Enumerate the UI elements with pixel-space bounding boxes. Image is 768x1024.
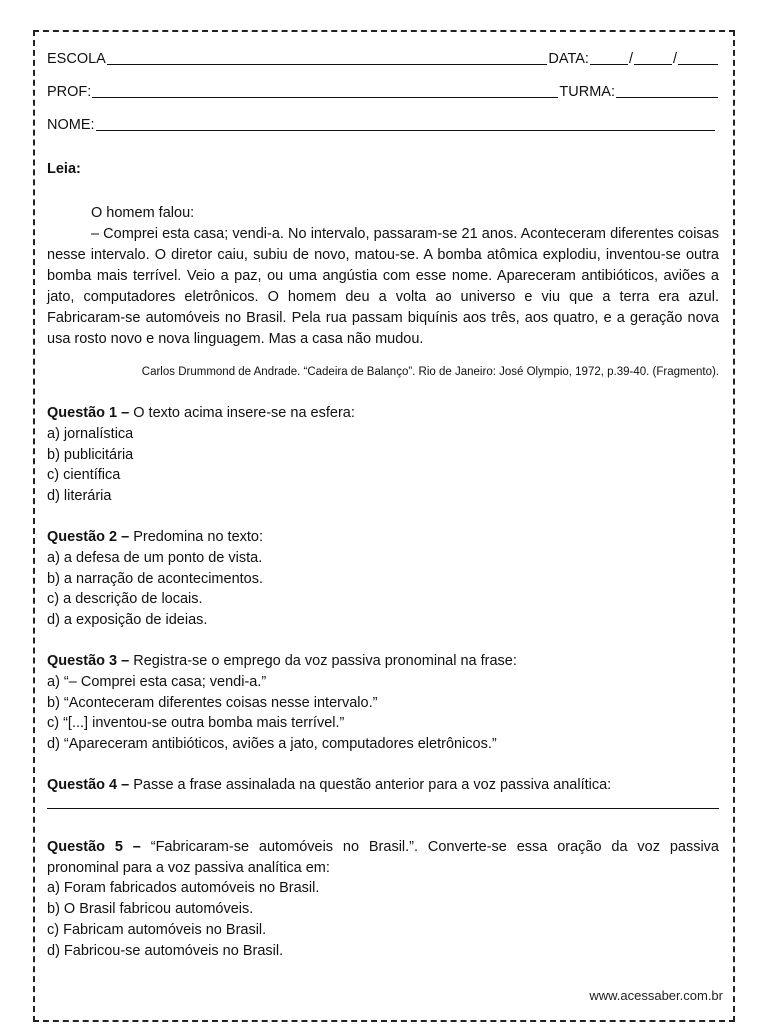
question-2-label: Questão 2 – <box>47 528 130 545</box>
question-2-option-b[interactable]: b) a narração de acontecimentos. <box>47 570 264 587</box>
header-nome-row <box>47 106 719 139</box>
question-3-text: Registra-se o emprego da voz passiva pronominal na frase: <box>129 652 517 669</box>
question-2-option-c[interactable]: c) a descrição de locais. <box>47 591 203 608</box>
question-1-label: Questão 1 – <box>47 405 130 421</box>
question-2-option-d[interactable]: d) a exposição de ideias. <box>47 612 208 629</box>
date-slash-1: / <box>628 51 633 67</box>
date-day-field[interactable] <box>590 64 628 65</box>
question-5-text: “Fabricaram-se automóveis no Brasil.”. Converte-se essa oração da voz passiva pronominal para a voz passiva analítica em: <box>47 838 719 876</box>
reading-body: – Comprei esta casa; vendi-a. No intervalo, passaram-se 21 anos. Aconteceram diferentes coisas nesse intervalo. O diretor caiu, subiu de novo, matou-se. A bomba atômica explodiu, inventou-se outra bomba mais terrível. Veio a paz, ou uma angústia com esse nome. Apareceram antibióticos, aviões a jato, computadores eletrônicos. O homem deu a volta ao universo e viu que a terra era azul. Fabricaram-se automóveis no Brasil. Pela rua passam biquínis aos três, aos quatro, e a geração nova usa rosto novo e nova linguagem. Mas a casa não mudou. <box>47 226 719 347</box>
question-3-option-c[interactable]: c) “[...] inventou-se outra bomba mais terrível.” <box>47 715 345 732</box>
worksheet <box>47 40 719 982</box>
header-escola-row <box>47 40 719 73</box>
question-4-text: Passe a frase assinalada na questão anterior para a voz passiva analítica: <box>129 776 612 793</box>
turma-label: TURMA: <box>559 84 615 100</box>
footer-site-link[interactable]: www.acessaber.com.br <box>589 988 723 1003</box>
date-month-field[interactable] <box>634 64 672 65</box>
question-1 <box>47 403 719 507</box>
date-year-field[interactable] <box>678 64 718 65</box>
escola-label: ESCOLA <box>47 51 106 67</box>
question-2-text: Predomina no texto: <box>129 528 264 545</box>
prof-field[interactable] <box>92 97 558 98</box>
question-3-option-b[interactable]: b) “Aconteceram diferentes coisas nesse intervalo.” <box>47 694 378 711</box>
question-4-label: Questão 4 – <box>47 776 130 793</box>
header-prof-row <box>47 73 719 106</box>
question-5-label: Questão 5 – <box>47 838 141 855</box>
question-2-option-a[interactable]: a) a defesa de um ponto de vista. <box>47 549 263 566</box>
question-5-option-b[interactable]: b) O Brasil fabricou automóveis. <box>47 901 254 918</box>
question-3 <box>47 651 719 755</box>
question-1-option-b[interactable]: b) publicitária <box>47 446 134 463</box>
question-4-answer-line[interactable] <box>47 796 719 809</box>
question-1-text: O texto acima insere-se na esfera: <box>129 405 355 421</box>
question-3-option-d[interactable]: d) “Apareceram antibióticos, aviões a jato, computadores eletrônicos.” <box>47 736 497 753</box>
reading-reference: Carlos Drummond de Andrade. “Cadeira de Balanço”. Rio de Janeiro: José Olympio, 1972, p.39-40. (Fragmento). <box>141 366 719 378</box>
question-5-option-d[interactable]: d) Fabricou-se automóveis no Brasil. <box>47 942 284 959</box>
nome-label: NOME: <box>47 117 95 133</box>
prof-label: PROF: <box>47 84 92 100</box>
question-3-option-a[interactable]: a) “– Comprei esta casa; vendi-a.” <box>47 673 267 690</box>
turma-field[interactable] <box>616 97 718 98</box>
reading-intro: O homem falou: <box>91 205 195 221</box>
question-5-option-a[interactable]: a) Foram fabricados automóveis no Brasil. <box>47 880 320 897</box>
date-slash-2: / <box>672 51 677 67</box>
question-1-option-d[interactable]: d) literária <box>47 488 112 505</box>
question-5-option-c[interactable]: c) Fabricam automóveis no Brasil. <box>47 921 267 938</box>
question-1-option-a[interactable]: a) jornalística <box>47 425 134 442</box>
nome-field[interactable] <box>96 130 715 131</box>
question-3-label: Questão 3 – <box>47 652 130 669</box>
escola-field[interactable] <box>107 64 548 65</box>
question-4 <box>47 775 719 809</box>
question-1-option-c[interactable]: c) científica <box>47 467 121 484</box>
reading-title: Leia: <box>47 161 81 177</box>
question-5 <box>47 837 719 962</box>
data-label: DATA: <box>548 51 589 67</box>
question-2 <box>47 527 719 631</box>
